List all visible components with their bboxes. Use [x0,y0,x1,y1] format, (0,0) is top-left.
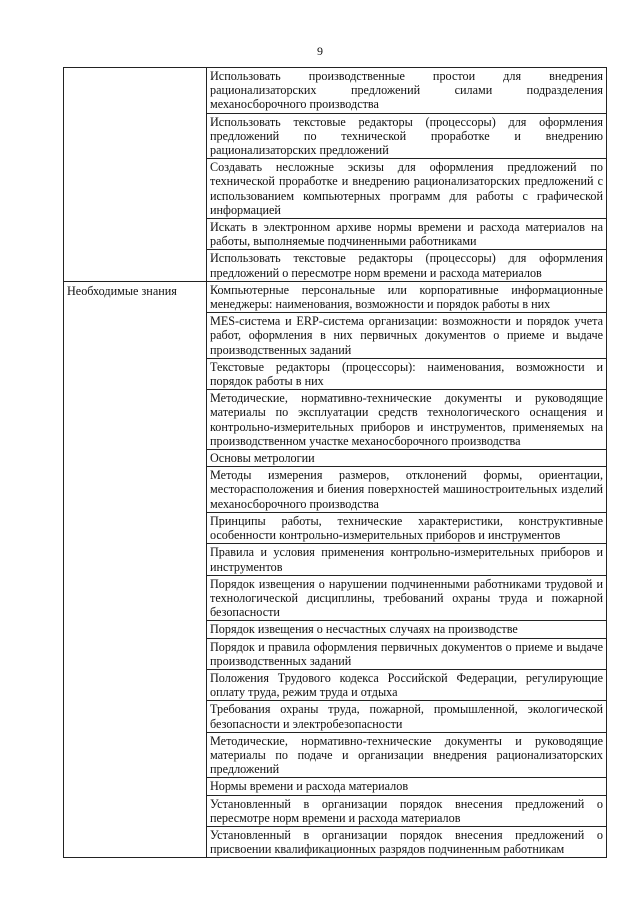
section-label-cell [64,68,207,282]
table-cell-item: Использовать текстовые редакторы (процессоры) для оформления предложений о пересмотре норм времени и расхода материалов [207,250,607,281]
table-cell-item: Компьютерные персональные или корпоративные информационные менеджеры: наименования, возможности и порядок работы в них [207,281,607,312]
table-cell-item: Положения Трудового кодекса Российской Федерации, регулирующие оплату труда, режим труда и отдыха [207,669,607,700]
table-cell-item: Порядок извещения о нарушении подчиненными работниками трудовой и технологической дисциплины, требований охраны труда и пожарной безопасности [207,575,607,621]
table-cell-item: Порядок и правила оформления первичных документов о приеме и выдаче производственных заданий [207,638,607,669]
table-row [64,281,607,312]
page-number: 9 [317,44,323,58]
table-cell-item: Методические, нормативно-технические документы и руководящие материалы по подаче и организации внедрения рационализаторских предложений [207,732,607,778]
table-cell-item: Порядок извещения о несчастных случаях на производстве [207,621,607,638]
table-cell-item: Установленный в организации порядок внесения предложений о присвоении квалификационных разрядов подчиненным работникам [207,826,607,857]
table-cell-item: Установленный в организации порядок внесения предложений о пересмотре норм времени и расхода материалов [207,795,607,826]
table-cell-item: Использовать производственные простои для внедрения рационализаторских предложений силами подразделения механосборочного производства [207,68,607,114]
table-cell-item: Создавать несложные эскизы для оформления предложений по технической проработке и внедрению рационализаторских предложений с использованием компьютерных программ для работы с графической информацией [207,159,607,219]
competency-table [63,67,607,858]
table-cell-item: MES-система и ERP-система организации: возможности и порядок учета работ, оформления в них первичных документов о приеме и выдаче производственных заданий [207,313,607,359]
table-cell-item: Требования охраны труда, пожарной, промышленной, экологической безопасности и электробезопасности [207,701,607,732]
table-cell-item: Искать в электронном архиве нормы времени и расхода материалов на работы, выполняемые подчиненными работниками [207,219,607,250]
table-cell-item: Правила и условия применения контрольно-измерительных приборов и инструментов [207,544,607,575]
table-cell-item: Методические, нормативно-технические документы и руководящие материалы по эксплуатации средств технологического оснащения и контрольно-измерительных приборов и инструментов, применяемых на производственном участке механосборочного производства [207,390,607,450]
table-cell-item: Текстовые редакторы (процессоры): наименования, возможности и порядок работы в них [207,358,607,389]
table-cell-item: Методы измерения размеров, отклонений формы, ориентации, месторасположения и биения поверхностей машиностроительных изделий механосборочного производства [207,467,607,513]
table-cell-item: Использовать текстовые редакторы (процессоры) для оформления предложений по технической проработке и внедрению рационализаторских предложений [207,113,607,159]
section-label-cell: Необходимые знания [64,281,207,858]
table-row [64,68,607,114]
table-cell-item: Принципы работы, технические характеристики, конструктивные особенности контрольно-измерительных приборов и инструментов [207,512,607,543]
table-cell-item: Основы метрологии [207,450,607,467]
table-cell-item: Нормы времени и расхода материалов [207,778,607,795]
